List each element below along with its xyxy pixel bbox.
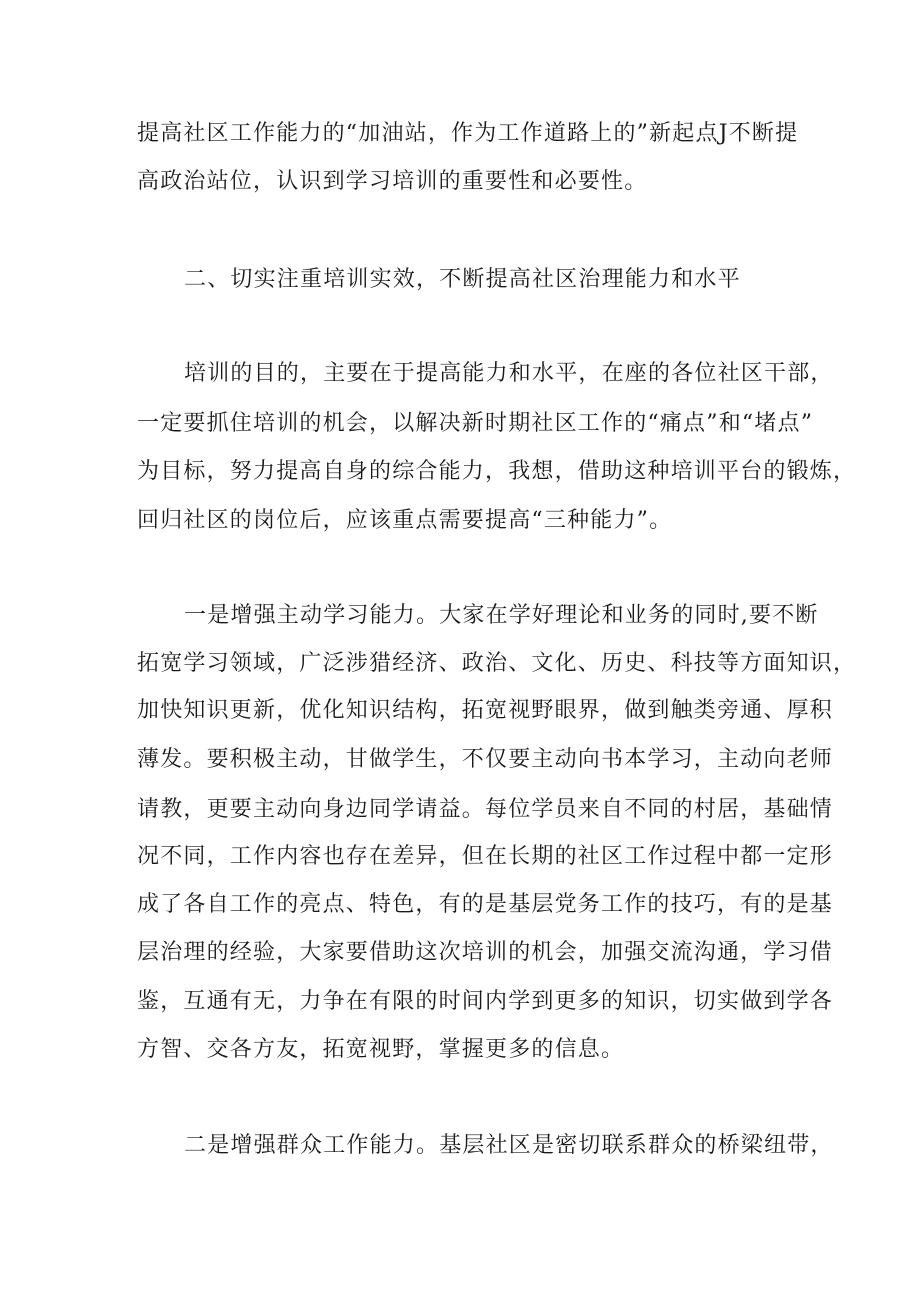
section-heading-2: 二、切实注重培训实效，不断提高社区治理能力和水平 — [184, 267, 741, 292]
paragraph-3-line-7: 成了各自工作的亮点、特色，有的是基层党务工作的技巧，有的是基 — [137, 892, 834, 917]
paragraph-3-line-1: 一是增强主动学习能力。大家在学好理论和业务的同时,要不断 — [184, 603, 819, 628]
paragraph-3-line-3: 加快知识更新，优化知识结构，拓宽视野眼界，做到触类旁通、厚积 — [137, 698, 834, 723]
paragraph-3-line-10: 方智、交各方友，拓宽视野，掌握更多的信息。 — [137, 1037, 625, 1062]
paragraph-3-line-8: 层治理的经验，大家要借助这次培训的机会，加强交流沟通，学习借 — [137, 940, 834, 965]
paragraph-3-line-9: 鉴，互通有无，力争在有限的时间内学到更多的知识，切实做到学各 — [137, 989, 834, 1014]
paragraph-2-line-1: 培训的目的，主要在于提高能力和水平，在座的各位社区干部， — [184, 361, 834, 386]
paragraph-2-line-3: 为目标，努力提高自身的综合能力，我想，借助这种培训平台的锻炼， — [137, 459, 857, 484]
paragraph-1-line-2: 高政治站位，认识到学习培训的重要性和必要性。 — [137, 169, 648, 194]
paragraph-3-line-2: 拓宽学习领域，广泛涉猎经济、政治、文化、历史、科技等方面知识， — [137, 651, 857, 676]
paragraph-1-line-1: 提高社区工作能力的“加油站，作为工作道路上的”新起点J不断提 — [137, 121, 799, 146]
paragraph-3-line-4: 薄发。要积极主动，甘做学生，不仅要主动向书本学习，主动向老师 — [137, 747, 834, 772]
paragraph-3-line-5: 请教，更要主动向身边同学请益。每位学员来自不同的村居，基础情 — [137, 797, 834, 822]
paragraph-4-line-1: 二是增强群众工作能力。基层社区是密切联系群众的桥梁纽带， — [184, 1133, 834, 1158]
paragraph-2-line-2: 一定要抓住培训的机会，以解决新时期社区工作的“痛点”和“堵点” — [137, 411, 814, 436]
paragraph-2-line-4: 回归社区的岗位后，应该重点需要提高“三种能力”。 — [137, 508, 673, 533]
paragraph-3-line-6: 况不同，工作内容也存在差异，但在长期的社区工作过程中都一定形 — [137, 844, 834, 869]
